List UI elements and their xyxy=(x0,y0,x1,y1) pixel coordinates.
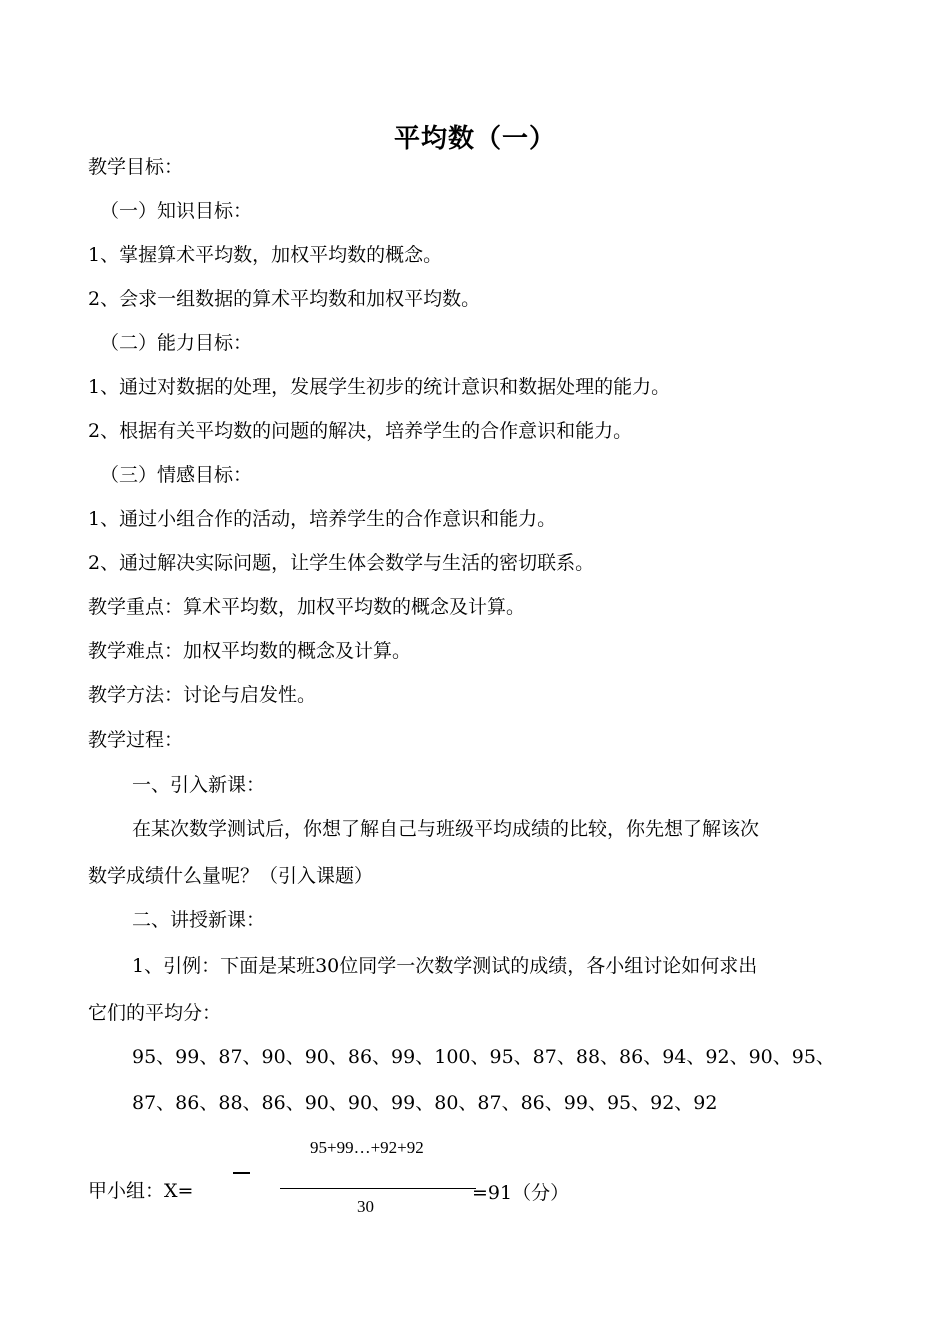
objectives-heading: 教学目标： xyxy=(88,156,184,178)
process-heading: 教学过程： xyxy=(88,729,184,751)
scores-line-1: 95、99、87、90、90、86、99、100、95、87、88、86、94、92、90、95、 xyxy=(132,1046,835,1068)
knowledge-item-1: 1、掌握算术平均数，加权平均数的概念。 xyxy=(88,244,443,266)
ability-item-2: 2、根据有关平均数的问题的解决，培养学生的合作意识和能力。 xyxy=(88,420,633,442)
intro-text-line-2: 数学成绩什么量呢？（引入课题） xyxy=(88,865,374,887)
teach-heading: 二、讲授新课： xyxy=(132,909,266,931)
formula-label: 甲小组：X= xyxy=(88,1180,194,1202)
page-title: 平均数（一） xyxy=(393,124,556,154)
emotion-heading: （三）情感目标： xyxy=(100,464,253,486)
intro-heading: 一、引入新课： xyxy=(132,774,266,796)
example-line-1: 1、引例：下面是某班30位同学一次数学测试的成绩，各小组讨论如何求出 xyxy=(132,955,758,977)
example-line-2: 它们的平均分： xyxy=(88,1002,222,1024)
formula-result: =91（分） xyxy=(472,1182,570,1204)
intro-text-line-1: 在某次数学测试后，你想了解自己与班级平均成绩的比较，你先想了解该次 xyxy=(132,818,760,840)
ability-heading: （二）能力目标： xyxy=(100,332,253,354)
formula-numerator: 95+99…+92+92 xyxy=(310,1138,424,1157)
fraction-bar xyxy=(280,1188,476,1189)
teaching-method: 教学方法：讨论与启发性。 xyxy=(88,684,317,706)
emotion-item-2: 2、通过解决实际问题，让学生体会数学与生活的密切联系。 xyxy=(88,552,595,574)
key-points: 教学重点：算术平均数，加权平均数的概念及计算。 xyxy=(88,596,526,618)
scores-line-2: 87、86、88、86、90、90、99、80、87、86、99、95、92、92 xyxy=(132,1092,718,1114)
knowledge-item-2: 2、会求一组数据的算术平均数和加权平均数。 xyxy=(88,288,481,310)
difficulties: 教学难点：加权平均数的概念及计算。 xyxy=(88,640,412,662)
ability-item-1: 1、通过对数据的处理，发展学生初步的统计意识和数据处理的能力。 xyxy=(88,376,671,398)
knowledge-heading: （一）知识目标： xyxy=(100,200,253,222)
formula-denominator: 30 xyxy=(357,1197,374,1216)
emotion-item-1: 1、通过小组合作的活动，培养学生的合作意识和能力。 xyxy=(88,508,557,530)
mean-overbar xyxy=(233,1172,250,1174)
